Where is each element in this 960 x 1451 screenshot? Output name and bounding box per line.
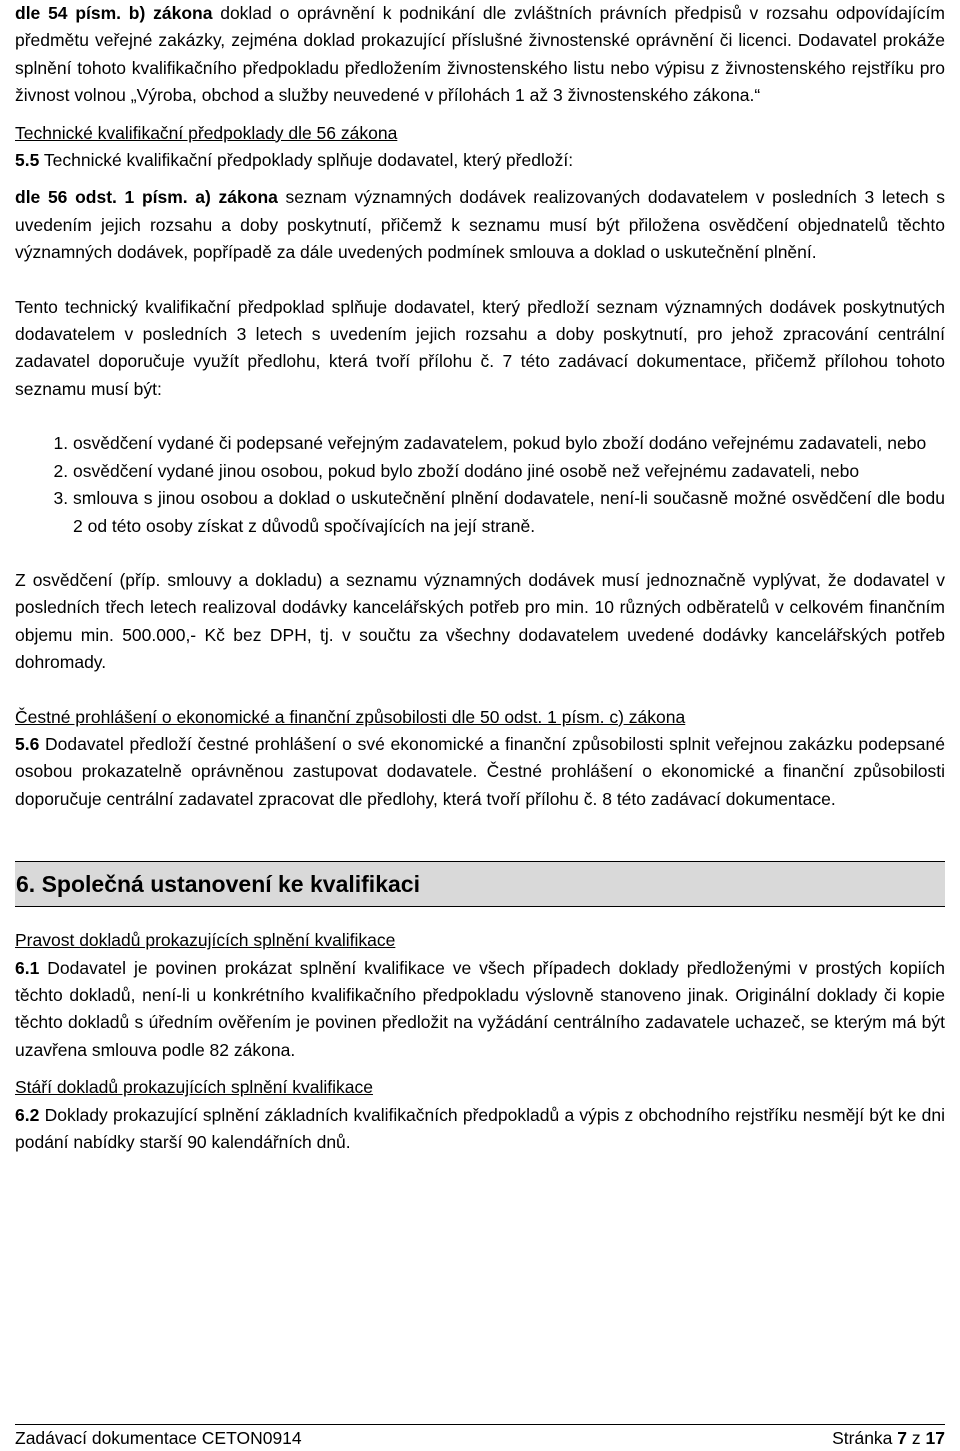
list-item: 3. smlouva s jinou osobou a doklad o uskutečnění plnění dodavatele, není-li současně možné osvědčení dle bodu 2 od této osoby získat z důvodů spočívajících na její straně. <box>73 485 945 540</box>
footer-document-id: Zadávací dokumentace CETON0914 <box>15 1428 302 1448</box>
attachment-list <box>15 430 945 540</box>
paragraph-6-2: 6.2 Doklady prokazující splnění základních kvalifikačních předpokladů a výpis z obchodního rejstříku nesmějí být ke dni podání nabídky starší 90 kalendářních dnů. <box>15 1104 945 1152</box>
page-number: Stránka 7 z 17 <box>832 1428 945 1448</box>
paragraph-license: dle 54 písm. b) zákona doklad o oprávnění k podnikání dle zvláštních právních předpisů v rozsahu odpovídajícím předmětu veřejné zakázky, zejména doklad prokazující příslušné živnostenské oprávnění či licenci. Dodavatel prokáže splnění tohoto kvalifikačního předpokladu předložením živnostenského listu nebo výpisu z živnostenského rejstříku pro živnost volnou „Výroba, obchod a služby neuvedené v přílohách 1 až 3 živnostenského zákona.“ <box>15 3 945 106</box>
legal-reference: dle 56 odst. 1 písm. a) zákona <box>15 187 278 208</box>
heading-technical-qualification: Technické kvalifikační předpoklady dle 56 zákona <box>15 122 398 143</box>
paragraph-5-6: 5.6 Dodavatel předloží čestné prohlášení o své ekonomické a finanční způsobilosti splnit veřejnou zakázku podepsané osobou prokazatelně oprávněnou zastupovat dodavatele. Čestné prohlášení o ekonomické a finanční způsobilosti doporučuje centrální zadavatel zpracovat dle předlohy, která tvoří přílohu č. 8 této zadávací dokumentace. <box>15 733 945 809</box>
list-item: 1. osvědčení vydané či podepsané veřejným zadavatelem, pokud bylo zboží dodáno veřejnému zadavateli, nebo <box>73 430 945 457</box>
section-6-title: 6. Společná ustanovení ke kvalifikaci <box>15 861 945 907</box>
heading-document-authenticity: Pravost dokladů prokazujících splnění kvalifikace <box>15 930 396 951</box>
paragraph-supply-list: dle 56 odst. 1 písm. a) zákona seznam významných dodávek realizovaných dodavatelem v posledních 3 letech s uvedením jejich rozsahu a doby poskytnutí, přičemž k seznamu musí být přiložena osvědčení objednatelů těchto významných dodávek, popřípadě za dále uvedených podmínek smlouva a doklad o uskutečnění plnění. <box>15 187 945 263</box>
list-item: 2. osvědčení vydané jinou osobou, pokud bylo zboží dodáno jiné osobě než veřejnému zadavateli, nebo <box>73 458 945 485</box>
heading-economic-declaration: Čestné prohlášení o ekonomické a finanční způsobilosti dle 50 odst. 1 písm. c) zákona <box>15 706 686 727</box>
paragraph-requirements: Z osvědčení (příp. smlouvy a dokladu) a seznamu významných dodávek musí jednoznačně vyplývat, že dodavatel v posledních třech letech realizoval dodávky kancelářských potřeb pro min. 10 různých odběratelů v celkovém finančním objemu min. 500.000,- Kč bez DPH, tj. v součtu za všechny dodavatelem uvedené dodávky kancelářských potřeb dohromady. <box>15 569 945 673</box>
page-footer <box>15 1424 945 1451</box>
paragraph-6-1: 6.1 Dodavatel je povinen prokázat splnění kvalifikace ve všech případech doklady předloženými v prostých kopiích těchto dokladů, není-li u konkrétního kvalifikačního předpokladu výslovně stanoveno jinak. Originální doklady či kopie těchto dokladů s úředním ověřením je povinen předložit na vyžádání centrálního zadavatele uchazeč, se kterým má být uzavřena smlouva podle 82 zákona. <box>15 957 945 1060</box>
paragraph-5-5: 5.5 Technické kvalifikační předpoklady splňuje dodavatel, který předloží: <box>15 150 574 171</box>
legal-reference: dle 54 písm. b) zákona <box>15 3 213 23</box>
document-page <box>15 0 945 1156</box>
paragraph-technical-condition: Tento technický kvalifikační předpoklad splňuje dodavatel, který předloží seznam významných dodávek poskytnutých dodavatelem v posledních 3 letech s uvedením jejich rozsahu a doby poskytnutí, pro jehož zpracování centrální zadavatel doporučuje využít předlohu, která tvoří přílohu č. 7 této zadávací dokumentace, přičemž přílohou tohoto seznamu musí být: <box>15 296 945 399</box>
heading-document-age: Stáří dokladů prokazujících splnění kvalifikace <box>15 1077 373 1098</box>
